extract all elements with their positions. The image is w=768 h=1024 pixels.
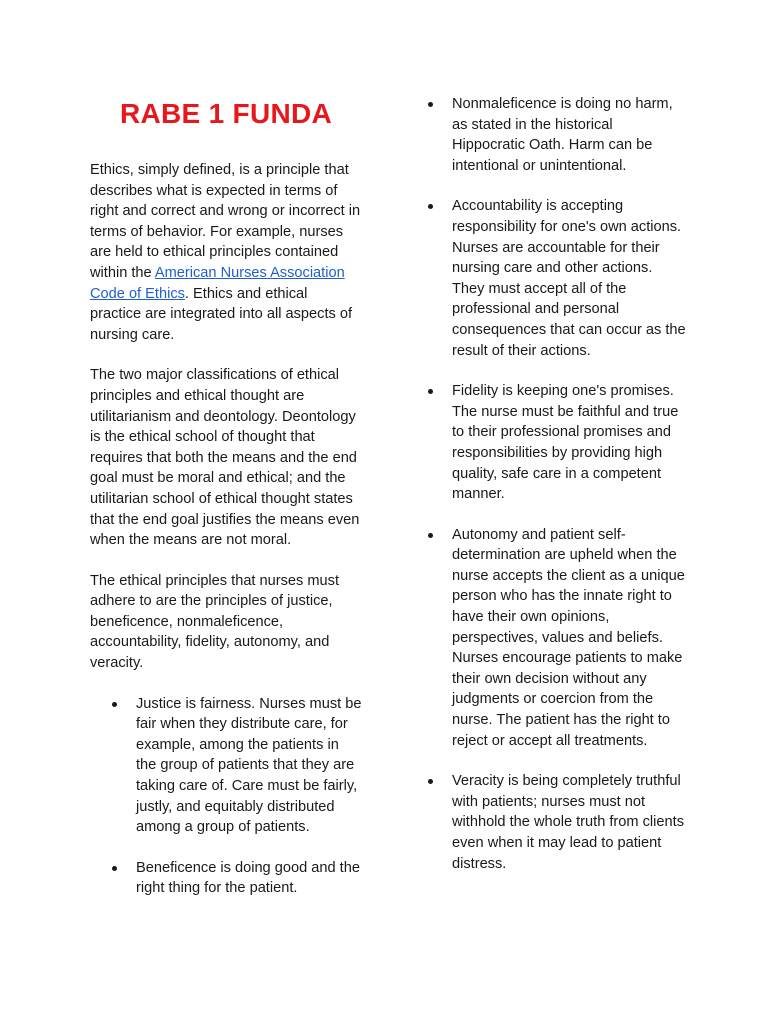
intro-text-before-link: Ethics, simply defined, is a principle that describes what is expected in terms of right and correct and wrong or incorrect in terms of behavior. For example, nurses are held to ethical principles contained within the [90, 162, 361, 281]
left-bullet-list [136, 694, 362, 899]
bullet-justice [136, 694, 362, 838]
bullet-dot-icon [428, 204, 433, 209]
bullet-dot-icon [112, 866, 117, 871]
document-title: RABE 1 FUNDA [119, 98, 333, 129]
bullet-fidelity [452, 381, 687, 505]
bullet-veracity [452, 771, 687, 874]
bullet-dot-icon [428, 533, 433, 538]
right-bullet-list [452, 94, 687, 874]
bullet-autonomy [452, 525, 687, 752]
principles-paragraph: The ethical principles that nurses must adhere to are the principles of justice, beneficence, nonmaleficence, accountability, fidelity, autonomy, and veracity. [90, 572, 340, 672]
bullet-nonmaleficence [452, 94, 687, 176]
bullet-dot-icon [428, 389, 433, 394]
right-column [425, 94, 687, 894]
ana-code-of-ethics-link[interactable]: American Nurses Association Code of Ethics [90, 264, 345, 302]
bullet-text: Veracity is being completely truthful with patients; nurses must not withhold the whole truth from clients even when it may lead to patient distress. [452, 773, 684, 872]
intro-text-after-link: . Ethics and ethical practice are integrated into all aspects of nursing care. [90, 285, 353, 343]
classifications-paragraph: The two major classifications of ethical principles and ethical thought are utilitarianism and deontology. Deontology is the ethical school of thought that requires that both the means and the end goal must be moral and ethical; and the utilitarian school of ethical thought states that the end goal justifies the means even when the means are not moral. [90, 367, 360, 549]
bullet-beneficence [136, 858, 362, 899]
bullet-text: Nonmaleficence is doing no harm, as stated in the historical Hippocratic Oath. Harm can be intentional or unintentional. [452, 96, 673, 174]
bullet-dot-icon [428, 102, 433, 107]
bullet-text: Autonomy and patient self-determination are upheld when the nurse accepts the client as a unique person who has the innate right to have their own opinions, perspectives, values and beliefs. Nurses encourage patients to make their own decision without any judgments or coercion from the nurse. The patient has the right to reject or accept all treatments. [452, 526, 685, 749]
bullet-text: Accountability is accepting responsibility for one's own actions. Nurses are accountable for their nursing care and other actions. They must accept all of the professional and personal consequences that can occur as the result of their actions. [452, 198, 686, 359]
bullet-dot-icon [428, 779, 433, 784]
intro-paragraph [90, 160, 362, 345]
bullet-accountability [452, 196, 687, 361]
left-column [90, 95, 362, 919]
bullet-text: Beneficence is doing good and the right thing for the patient. [136, 859, 360, 897]
bullet-dot-icon [112, 702, 117, 707]
bullet-text: Justice is fairness. Nurses must be fair when they distribute care, for example, among the patients in the group of patients that they are taking care of. Care must be fairly, justly, and equitably distributed among a group of patients. [136, 695, 362, 836]
bullet-text: Fidelity is keeping one's promises. The nurse must be faithful and true to their professional promises and responsibilities by providing high quality, safe care in a competent manner. [452, 383, 679, 503]
